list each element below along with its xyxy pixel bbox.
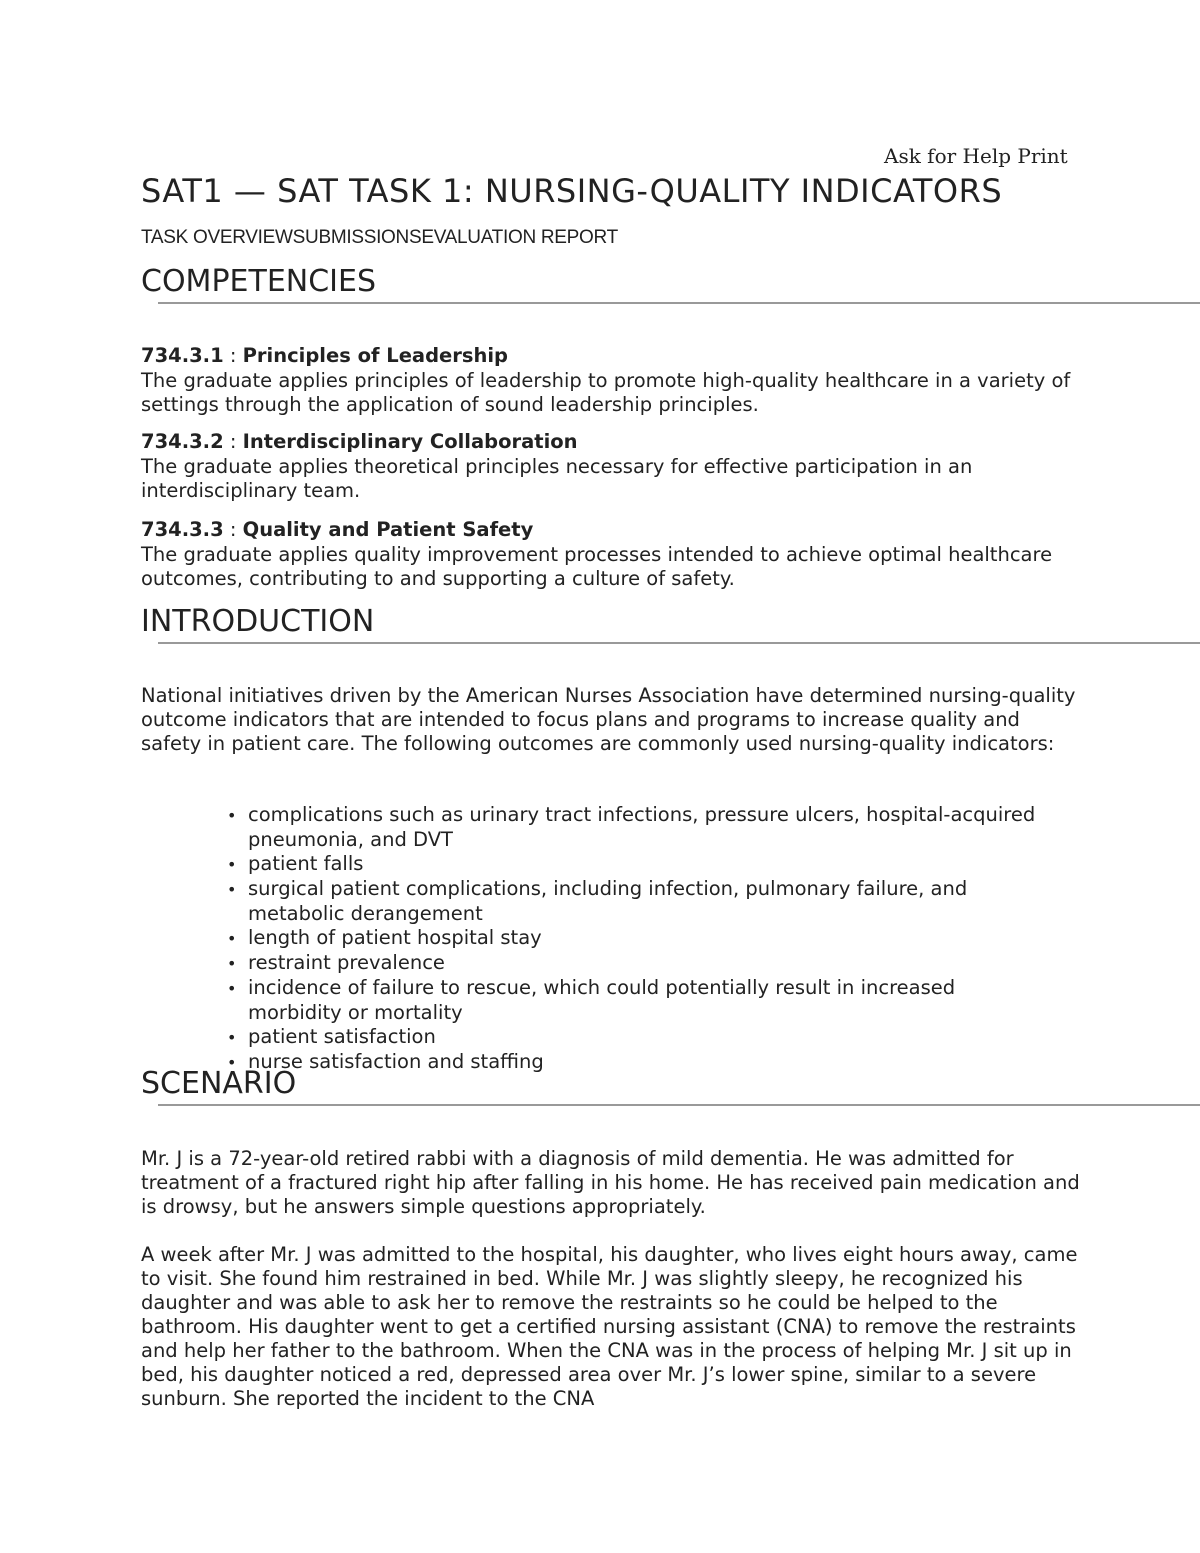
introduction-paragraph: National initiatives driven by the American Nurses Association have determined nursing-quality outcome indicators that are intended to focus plans and programs to increase quality and safety in patient care. The following outcomes are commonly used nursing-quality indicators: [141, 684, 1076, 755]
top-links [884, 144, 1068, 168]
competency-heading [141, 430, 578, 453]
list-item: • restraint prevalence [218, 951, 1038, 976]
list-item: • incidence of failure to rescue, which could potentially result in increased morbidity or mortality [218, 976, 1038, 1025]
list-item: • patient falls [218, 852, 1038, 877]
list-item: • patient satisfaction [218, 1025, 1038, 1050]
ask-for-help-link[interactable]: Ask for Help [884, 144, 1012, 168]
competency-description: The graduate applies quality improvement processes intended to achieve optimal healthcare outcomes, contributing to and supporting a culture of safety. [141, 543, 1053, 590]
list-item: • surgical patient complications, including infection, pulmonary failure, and metabolic derangement [218, 877, 1038, 926]
scenario-divider [158, 1104, 1200, 1106]
competency-heading [141, 344, 508, 367]
list-item: • complications such as urinary tract infections, pressure ulcers, hospital-acquired pneumonia, and DVT [218, 803, 1038, 852]
task-tabs [141, 227, 618, 249]
competency-code: 734.3.2 [141, 430, 224, 453]
list-item: • nurse satisfaction and staffing [218, 1050, 1038, 1075]
scenario-paragraph: A week after Mr. J was admitted to the hospital, his daughter, who lives eight hours away, came to visit. She found him restrained in bed. While Mr. J was slightly sleepy, he recognized his daughter and was able to ask her to remove the restraints so he could be helped to the bathroom. His daughter went to get a certified nursing assistant (CNA) to remove the restraints and help her father to the bathroom. When the CNA was in the process of helping Mr. J sit up in bed, his daughter noticed a red, depressed area over Mr. J’s lower spine, similar to a severe sunburn. She reported the incident to the CNA [141, 1243, 1078, 1410]
scenario-heading: SCENARIO [141, 1066, 297, 1101]
competency-separator: : [223, 430, 243, 453]
competency-code: 734.3.3 [141, 518, 224, 541]
competency-description: The graduate applies theoretical principles necessary for effective participation in an interdisciplinary team. [141, 455, 973, 502]
indicator-list [218, 803, 1038, 1075]
competency-heading [141, 518, 533, 541]
tab-submissions[interactable]: SUBMISSIONS [292, 227, 422, 248]
competency-separator: : [223, 344, 243, 367]
print-link[interactable]: Print [1017, 144, 1068, 168]
page-title: SAT1 — SAT TASK 1: NURSING-QUALITY INDICATORS [141, 172, 1003, 210]
scenario-paragraph: Mr. J is a 72-year-old retired rabbi with a diagnosis of mild dementia. He was admitted for treatment of a fractured right hip after falling in his home. He has received pain medication and is drowsy, but he answers simple questions appropriately. [141, 1147, 1080, 1218]
introduction-heading: INTRODUCTION [141, 604, 375, 639]
competency-title: Principles of Leadership [242, 344, 509, 367]
competency-separator: : [223, 518, 243, 541]
competency-description: The graduate applies principles of leadership to promote high-quality healthcare in a variety of settings through the application of sound leadership principles. [141, 369, 1071, 416]
tab-evaluation-report[interactable]: EVALUATION REPORT [421, 227, 618, 248]
introduction-divider [158, 642, 1200, 644]
tab-task-overview[interactable]: TASK OVERVIEW [141, 227, 293, 248]
competency-title: Interdisciplinary Collaboration [242, 430, 578, 453]
competencies-heading: COMPETENCIES [141, 264, 377, 299]
list-item: • length of patient hospital stay [218, 926, 1038, 951]
competency-title: Quality and Patient Safety [242, 518, 534, 541]
competencies-divider [158, 302, 1200, 304]
competency-code: 734.3.1 [141, 344, 224, 367]
